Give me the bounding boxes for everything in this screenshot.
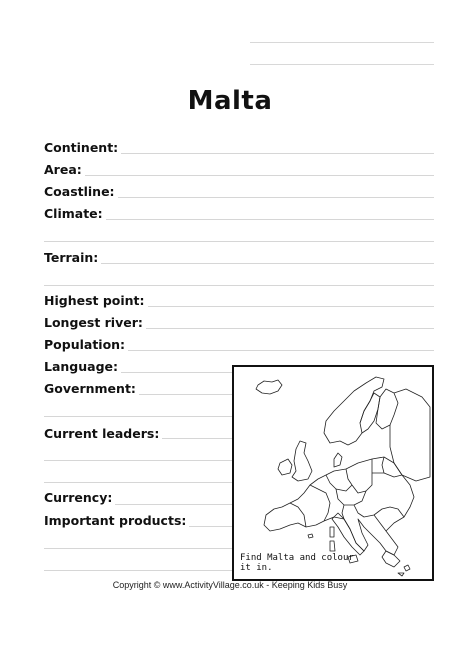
europe-map-outline: [234, 367, 432, 579]
name-line[interactable]: [250, 42, 434, 43]
label-highest-point: Highest point:: [44, 294, 148, 308]
label-longest-river: Longest river:: [44, 316, 146, 330]
rule-line[interactable]: [44, 482, 232, 483]
rule-line[interactable]: [44, 285, 434, 286]
copyright-footer: Copyright © www.ActivityVillage.co.uk - Keeping Kids Busy: [112, 580, 348, 590]
europe-map-box: [232, 365, 434, 581]
label-language: Language:: [44, 360, 121, 374]
label-climate: Climate:: [44, 207, 106, 221]
rule-line[interactable]: [44, 460, 232, 461]
rule-line[interactable]: [44, 175, 434, 176]
map-caption: Find Malta and colour it in.: [240, 553, 354, 573]
label-terrain: Terrain:: [44, 251, 101, 265]
rule-line[interactable]: [44, 416, 232, 417]
rule-line[interactable]: [44, 548, 232, 549]
label-coastline: Coastline:: [44, 185, 118, 199]
date-line[interactable]: [250, 64, 434, 65]
label-current-leaders: Current leaders:: [44, 427, 162, 441]
label-currency: Currency:: [44, 491, 115, 505]
page-title: Malta: [187, 86, 273, 116]
label-area: Area:: [44, 163, 85, 177]
rule-line[interactable]: [44, 570, 232, 571]
label-population: Population:: [44, 338, 128, 352]
label-government: Government:: [44, 382, 139, 396]
rule-line[interactable]: [44, 241, 434, 242]
label-continent: Continent:: [44, 141, 121, 155]
label-important-products: Important products:: [44, 514, 189, 528]
rule-line[interactable]: [44, 263, 434, 264]
